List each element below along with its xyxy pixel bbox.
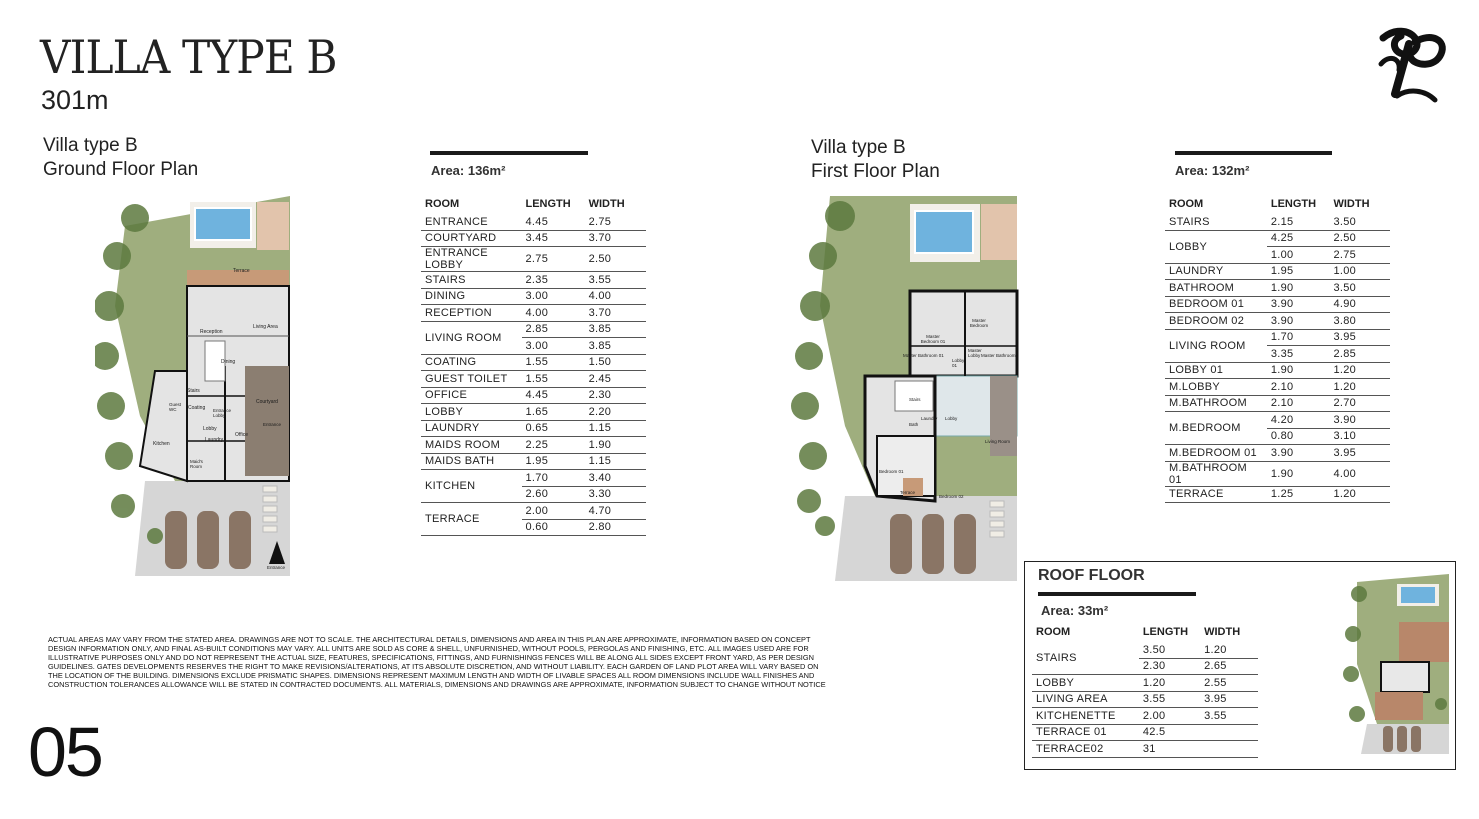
plan-label-master-lobby: Master Lobby	[968, 348, 982, 358]
first-area-rule	[1175, 151, 1332, 155]
room-name-cell: MAIDS BATH	[421, 453, 522, 470]
first-floor-room-table	[1165, 196, 1390, 503]
plan-label-living-room-ff: Living Room	[985, 439, 1011, 444]
ground-floor-plan	[95, 196, 295, 576]
dimension-cell: 3.10	[1329, 428, 1390, 445]
table-row	[1032, 724, 1258, 741]
roof-floor-panel	[1024, 561, 1456, 770]
table-row	[1165, 263, 1390, 280]
table-row	[421, 214, 646, 230]
room-name-cell: RECEPTION	[421, 305, 522, 322]
dimension-cell: 3.50	[1329, 280, 1390, 297]
dimension-cell: 1.90	[1267, 461, 1330, 486]
legal-disclaimer: ACTUAL AREAS MAY VARY FROM THE STATED AREA. DRAWINGS ARE NOT TO SCALE. THE ARCHITECTURAL DETAILS, DIMENSIONS AND AREA IN THIS PLAN ARE APPROXIMATE, INFORMATION BASED ON CONCEPT DESIGN INFORMATION ONLY, AND FINAL AS-BUILT CONDITIONS MAY VARY. ALL UNITS ARE SOLD AS CORE & SHELL, UNFURNISHED, WITHOUT POOLS, PERGOLAS AND FINISHING, ETC. ALL IMAGES USED ARE FOR ILLUSTRATIVE PURPOSES ONLY AND DO NOT REPRESENT THE ACTUAL SIZE, FEATURES, SPECIFICATIONS, FITTINGS, AND FURNISHINGS FENCES WILL BE ALONG ALL SIDES EXCEPT FRONT YARD, AS PER DESIGN GUIDELINES. GATES DEVELOPMENTS RESERVES THE RIGHT TO MAKE REVISIONS/ALTERATIONS, AT ITS ABSOLUTE DISCRETION, AND WITHOUT LIABILITY. EACH GARDEN OF LAND PLOT AREA WILL VARY BASED ON THE LOCATION OF THE BUILDING. DIMENSIONS EXCLUDE PRISMATIC SHAPES. DIMENSIONS REPRESENT MAXIMUM LENGTH AND WIDTH OF LIVABLE SPACES ALL ROOM DIMENSIONS INCLUDE WALL FINISHES AND CONSTRUCTION TOLERANCES ALLOWANCE WILL BE STATED IN CONTRACTED DOCUMENTS. ALL MATERIALS, DIMENSIONS AND DRAWINGS ARE APPROXIMATE, INFORMATION SUBJECT TO CHANGE WITHOUT NOTICE	[48, 635, 826, 689]
dimension-cell: 4.25	[1267, 230, 1330, 247]
dimension-cell: 3.55	[585, 272, 646, 289]
plan-label-living-area: Living Area	[253, 324, 278, 330]
table-row	[1165, 214, 1390, 230]
first-floor-title-line1: Villa type B	[811, 137, 906, 158]
dimension-cell: 2.10	[1267, 395, 1330, 412]
plan-label-kitchen: Kitchen	[153, 441, 170, 447]
table-row	[1032, 741, 1258, 758]
villa-size: 301m	[41, 85, 109, 115]
dimension-cell: 2.50	[585, 247, 646, 272]
plan-label-bedroom-01: Bedroom 01	[879, 469, 904, 474]
dimension-cell: 0.60	[522, 519, 585, 536]
dimension-cell: 2.70	[1329, 395, 1390, 412]
column-header: ROOM	[425, 198, 460, 210]
dimension-cell: 1.20	[1200, 642, 1258, 658]
page-title: VILLA TYPE B	[40, 30, 337, 84]
plan-label-master-bedroom-01: Master Bedroom 01	[920, 334, 946, 344]
room-name-cell: COATING	[421, 354, 522, 371]
dimension-cell: 2.75	[522, 247, 585, 272]
room-name-cell: KITCHEN	[421, 470, 522, 503]
room-name-cell: TERRACE02	[1032, 741, 1139, 758]
room-name-cell: M.BEDROOM	[1165, 412, 1267, 445]
dimension-cell: 2.30	[585, 387, 646, 404]
dimension-cell: 4.90	[1329, 296, 1390, 313]
room-name-cell: M.BEDROOM 01	[1165, 445, 1267, 462]
plan-label-reception: Reception	[200, 329, 223, 335]
table-row	[1165, 461, 1390, 486]
dimension-cell: 3.35	[1267, 346, 1330, 363]
dimension-cell: 4.70	[585, 503, 646, 520]
dimension-cell: 3.85	[585, 338, 646, 355]
dimension-cell: 2.20	[585, 404, 646, 421]
plan-label-lobby-01: Lobby 01	[952, 358, 965, 368]
room-name-cell: LOBBY	[421, 404, 522, 421]
dimension-cell: 1.55	[522, 371, 585, 388]
room-name-cell: DINING	[421, 288, 522, 305]
dimension-cell: 3.90	[1267, 313, 1330, 330]
first-floor-title	[811, 136, 940, 184]
plan-label-bedroom-02: Bedroom 02	[939, 494, 964, 499]
dimension-cell: 3.90	[1329, 412, 1390, 429]
dimension-cell: 2.00	[522, 503, 585, 520]
dimension-cell: 3.85	[585, 321, 646, 338]
room-name-cell: TERRACE 01	[1032, 724, 1139, 741]
room-name-cell: LIVING AREA	[1032, 691, 1139, 708]
dimension-cell: 3.55	[1200, 708, 1258, 725]
plan-label-dining: Dining	[221, 359, 236, 365]
dimension-cell: 3.55	[1139, 691, 1200, 708]
dimension-cell: 4.00	[1329, 461, 1390, 486]
table-row	[421, 247, 646, 272]
table-row	[421, 387, 646, 404]
dimension-cell: 1.90	[1267, 280, 1330, 297]
plan-label-terrace: Terrace	[233, 268, 250, 274]
room-name-cell: STAIRS	[1032, 642, 1139, 675]
dimension-cell: 1.50	[585, 354, 646, 371]
table-row	[1032, 708, 1258, 725]
dimension-cell: 0.80	[1267, 428, 1330, 445]
dimension-cell: 2.65	[1200, 658, 1258, 675]
dimension-cell: 3.00	[522, 288, 585, 305]
first-floor-title-line2: First Floor Plan	[811, 161, 940, 182]
table-row	[1165, 445, 1390, 462]
dimension-cell: 3.50	[1139, 642, 1200, 658]
plan-label-entrance: Entrance	[263, 422, 282, 427]
dimension-cell: 1.20	[1329, 379, 1390, 396]
table-row	[421, 404, 646, 421]
dimension-cell: 3.00	[522, 338, 585, 355]
plan-label-guest-wc: Guest WC	[169, 402, 182, 412]
ground-floor-title	[43, 134, 198, 182]
dimension-cell: 2.30	[1139, 658, 1200, 675]
ground-floor-title-line2: Ground Floor Plan	[43, 159, 199, 180]
table-row	[421, 354, 646, 371]
room-name-cell: BEDROOM 02	[1165, 313, 1267, 330]
room-name-cell: OFFICE	[421, 387, 522, 404]
dimension-cell: 0.65	[522, 420, 585, 437]
roof-area-rule	[1038, 592, 1196, 596]
table-row	[421, 470, 646, 487]
column-header: WIDTH	[1333, 198, 1370, 210]
dimension-cell: 1.70	[522, 470, 585, 487]
room-name-cell: STAIRS	[1165, 214, 1267, 230]
first-area: Area: 132m²	[1175, 163, 1250, 178]
roof-floor-title: ROOF FLOOR	[1038, 567, 1145, 584]
dimension-cell: 1.65	[522, 404, 585, 421]
table-row	[1165, 362, 1390, 379]
dimension-cell: 1.55	[522, 354, 585, 371]
roof-area: Area: 33m²	[1041, 603, 1109, 618]
room-name-cell: KITCHENETTE	[1032, 708, 1139, 725]
plan-label-entrance-lobby: Entrance Lobby	[213, 408, 232, 418]
room-name-cell: LIVING ROOM	[421, 321, 522, 354]
dimension-cell: 2.60	[522, 486, 585, 503]
dimension-cell: 1.15	[585, 420, 646, 437]
plan-label-courtyard: Courtyard	[256, 399, 278, 405]
dimension-cell: 2.75	[1329, 247, 1390, 264]
plan-label-master-bathroom-01: Master Bathroom 01	[903, 353, 944, 358]
dimension-cell: 2.85	[522, 321, 585, 338]
plan-label-stairs-ff: Stairs	[909, 397, 921, 402]
room-name-cell: LOBBY 01	[1165, 362, 1267, 379]
room-name-cell: LOBBY	[1032, 675, 1139, 692]
dimension-cell: 4.00	[522, 305, 585, 322]
room-name-cell: BEDROOM 01	[1165, 296, 1267, 313]
dimension-cell: 1.90	[585, 437, 646, 454]
table-row	[421, 288, 646, 305]
room-name-cell: LAUNDRY	[421, 420, 522, 437]
dimension-cell: 4.20	[1267, 412, 1330, 429]
dimension-cell: 3.45	[522, 230, 585, 247]
dimension-cell	[1200, 724, 1258, 741]
table-row	[1165, 329, 1390, 346]
dimension-cell: 3.90	[1267, 296, 1330, 313]
table-row	[421, 437, 646, 454]
dimension-cell: 3.90	[1267, 445, 1330, 462]
dimension-cell: 4.45	[522, 387, 585, 404]
plan-label-terrace-ff: Terrace	[900, 490, 916, 495]
column-header: WIDTH	[588, 198, 625, 210]
table-row	[421, 321, 646, 338]
table-header-row	[1032, 624, 1258, 642]
column-header: LENGTH	[1270, 198, 1317, 210]
dimension-cell: 1.20	[1139, 675, 1200, 692]
column-header: LENGTH	[525, 198, 571, 210]
table-row	[421, 305, 646, 322]
plan-label-laundry-ff: Laundry	[921, 416, 938, 421]
plan-label-lobby: Lobby	[203, 426, 217, 432]
room-name-cell: LAUNDRY	[1165, 263, 1267, 280]
dimension-cell	[1200, 741, 1258, 758]
column-header: ROOM	[1036, 626, 1071, 638]
room-name-cell: BATHROOM	[1165, 280, 1267, 297]
page-number: 05	[28, 713, 102, 791]
table-row	[1032, 691, 1258, 708]
table-row	[1165, 379, 1390, 396]
plan-label-maids-room: Maid's Room	[190, 459, 203, 469]
plan-label-coating: Coating	[188, 405, 206, 411]
dimension-cell: 3.40	[585, 470, 646, 487]
dimension-cell: 3.80	[1329, 313, 1390, 330]
plan-label-bath-ff: Bath	[909, 422, 919, 427]
dimension-cell: 2.80	[585, 519, 646, 536]
table-header-row	[1165, 196, 1390, 214]
roof-floor-plan	[1337, 574, 1452, 754]
dimension-cell: 1.20	[1329, 486, 1390, 503]
dimension-cell: 1.25	[1267, 486, 1330, 503]
dimension-cell: 1.00	[1267, 247, 1330, 264]
table-row	[421, 371, 646, 388]
dimension-cell: 2.50	[1329, 230, 1390, 247]
dimension-cell: 2.55	[1200, 675, 1258, 692]
room-name-cell: TERRACE	[1165, 486, 1267, 503]
room-name-cell: LIVING ROOM	[1165, 329, 1267, 362]
dimension-cell: 1.90	[1267, 362, 1330, 379]
table-row	[1165, 395, 1390, 412]
table-row	[1032, 642, 1258, 658]
dimension-cell: 2.25	[522, 437, 585, 454]
table-row	[1032, 675, 1258, 692]
plan-label-laundry: Laundry	[205, 437, 224, 443]
column-header: ROOM	[1169, 198, 1204, 210]
room-name-cell: M.LOBBY	[1165, 379, 1267, 396]
plan-label-office: Office	[235, 432, 248, 438]
room-name-cell: M.BATHROOM	[1165, 395, 1267, 412]
room-name-cell: GUEST TOILET	[421, 371, 522, 388]
plan-label-master-bathroom: Master Bathroom	[981, 353, 1016, 358]
room-name-cell: M.BATHROOM 01	[1165, 461, 1267, 486]
table-row	[1165, 230, 1390, 247]
dimension-cell: 2.00	[1139, 708, 1200, 725]
dimension-cell: 3.70	[585, 230, 646, 247]
table-row	[421, 420, 646, 437]
ground-area: Area: 136m²	[431, 163, 506, 178]
table-row	[421, 453, 646, 470]
table-row	[421, 230, 646, 247]
room-name-cell: TERRACE	[421, 503, 522, 536]
first-floor-plan	[785, 196, 1020, 581]
dimension-cell: 1.70	[1267, 329, 1330, 346]
room-name-cell: ENTRANCE LOBBY	[421, 247, 522, 272]
room-name-cell: STAIRS	[421, 272, 522, 289]
dimension-cell: 2.35	[522, 272, 585, 289]
plan-label-entrance-arrow: Entrance	[267, 565, 286, 570]
dimension-cell: 1.15	[585, 453, 646, 470]
table-row	[421, 503, 646, 520]
plan-label-stairs: Stairs	[187, 388, 200, 394]
dimension-cell: 2.85	[1329, 346, 1390, 363]
room-name-cell: COURTYARD	[421, 230, 522, 247]
ground-area-rule	[430, 151, 588, 155]
dimension-cell: 3.95	[1329, 329, 1390, 346]
brand-logo	[1375, 24, 1451, 106]
ground-floor-room-table	[421, 196, 646, 536]
plan-label-master-bedroom: Master Bedroom	[969, 318, 989, 328]
dimension-cell: 31	[1139, 741, 1200, 758]
dimension-cell: 3.50	[1329, 214, 1390, 230]
dimension-cell: 1.95	[1267, 263, 1330, 280]
dimension-cell: 4.00	[585, 288, 646, 305]
column-header: WIDTH	[1204, 626, 1241, 638]
table-row	[1165, 412, 1390, 429]
table-row	[1165, 486, 1390, 503]
table-row	[1165, 296, 1390, 313]
room-name-cell: LOBBY	[1165, 230, 1267, 263]
room-name-cell: MAIDS ROOM	[421, 437, 522, 454]
table-row	[1165, 313, 1390, 330]
dimension-cell: 3.70	[585, 305, 646, 322]
dimension-cell: 3.95	[1200, 691, 1258, 708]
table-header-row	[421, 196, 646, 214]
room-name-cell: ENTRANCE	[421, 214, 522, 230]
dimension-cell: 2.10	[1267, 379, 1330, 396]
table-row	[421, 272, 646, 289]
column-header: LENGTH	[1142, 626, 1189, 638]
dimension-cell: 1.95	[522, 453, 585, 470]
plan-label-lobby-ff: Lobby	[945, 416, 958, 421]
dimension-cell: 3.30	[585, 486, 646, 503]
roof-floor-room-table	[1032, 624, 1258, 758]
dimension-cell: 4.45	[522, 214, 585, 230]
dimension-cell: 2.45	[585, 371, 646, 388]
dimension-cell: 3.95	[1329, 445, 1390, 462]
dimension-cell: 42.5	[1139, 724, 1200, 741]
table-row	[1165, 280, 1390, 297]
dimension-cell: 1.00	[1329, 263, 1390, 280]
ground-floor-title-line1: Villa type B	[43, 135, 138, 156]
dimension-cell: 1.20	[1329, 362, 1390, 379]
dimension-cell: 2.15	[1267, 214, 1330, 230]
dimension-cell: 2.75	[585, 214, 646, 230]
